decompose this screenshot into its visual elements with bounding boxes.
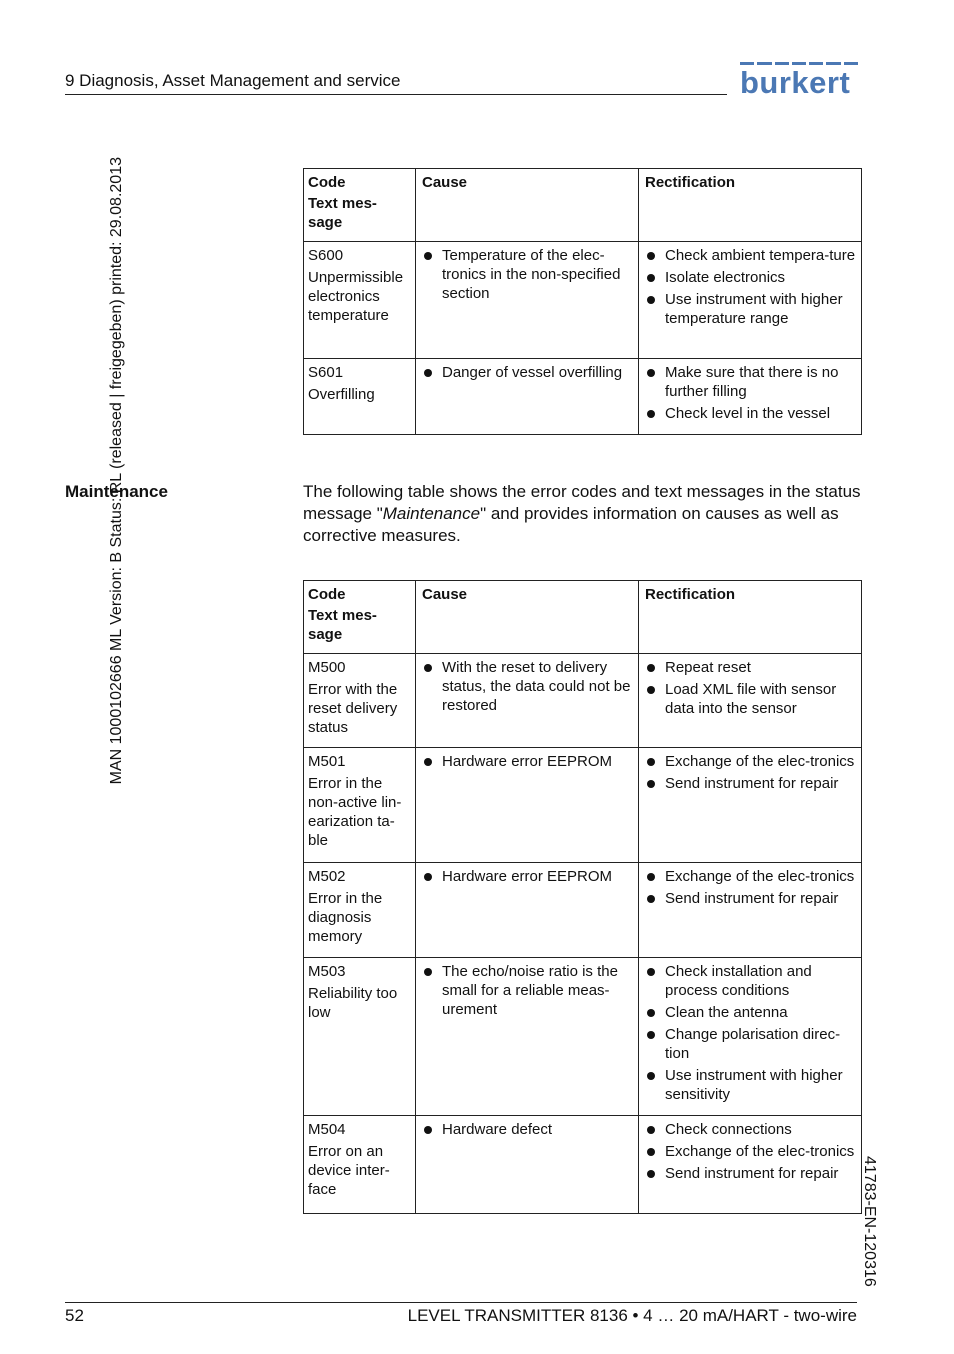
rectification-item: Exchange of the elec-tronics: [645, 867, 857, 886]
rectification-item: Exchange of the elec-tronics: [645, 1142, 857, 1161]
footer-divider: [65, 1302, 857, 1303]
cause-item: Danger of vessel overfilling: [422, 363, 634, 382]
cause-item: With the reset to delivery status, the data could not be restored: [422, 658, 634, 715]
rectification-item: Load XML file with sensor data into the sensor: [645, 680, 857, 718]
rectification-item: Isolate electronics: [645, 268, 857, 287]
rectification-cell: [639, 748, 862, 863]
burkert-logo: [740, 62, 858, 98]
rectification-item: Make sure that there is no further filling: [645, 363, 857, 401]
header-rectification: [639, 169, 862, 242]
cause-list: [422, 752, 634, 771]
code-cell: [304, 359, 416, 435]
cause-cell: [416, 359, 639, 435]
code-cell: [304, 654, 416, 748]
cause-cell: [416, 1116, 639, 1214]
cause-list: [422, 363, 634, 382]
error-code: M501: [308, 753, 346, 770]
rectification-list: [645, 363, 857, 423]
rectification-item: Send instrument for repair: [645, 889, 857, 908]
rectification-item: Use instrument with higher temperature range: [645, 290, 857, 328]
header-cause-label: Cause: [422, 174, 468, 191]
error-message: Error in the diagnosis memory: [308, 890, 383, 945]
cause-list: [422, 962, 634, 1019]
rectification-list: [645, 1120, 857, 1183]
cause-cell: [416, 242, 639, 359]
error-code: S601: [308, 364, 344, 381]
maintenance-heading: Maintenance: [65, 482, 168, 501]
code-cell: [304, 958, 416, 1116]
table-row: [304, 242, 862, 359]
header-text-message: Text mes- sage: [308, 607, 377, 643]
error-message: Error in the non-active lin-earization ta-ble: [308, 775, 402, 849]
header-rectification-label: Rectification: [645, 174, 736, 191]
error-code: M504: [308, 1121, 346, 1138]
code-cell: [304, 1116, 416, 1214]
rectification-item: Check level in the vessel: [645, 404, 857, 423]
cause-list: [422, 867, 634, 886]
rectification-list: [645, 962, 857, 1104]
rectification-item: Send instrument for repair: [645, 774, 857, 793]
cause-item: Hardware error EEPROM: [422, 867, 634, 886]
cause-cell: [416, 654, 639, 748]
code-cell: [304, 748, 416, 863]
table-row: [304, 654, 862, 748]
document-number: 41783-EN-120316: [861, 1156, 878, 1287]
rectification-list: [645, 658, 857, 718]
logo-wordmark: burkert: [740, 65, 851, 100]
rectification-cell: [639, 958, 862, 1116]
header-text-message: Text mes- sage: [308, 195, 377, 231]
rectification-item: Send instrument for repair: [645, 1164, 857, 1183]
rectification-item: Clean the antenna: [645, 1003, 857, 1022]
rectification-list: [645, 246, 857, 328]
intro-text-italic: Maintenance: [382, 504, 481, 523]
rectification-cell: [639, 359, 862, 435]
header-code-cell: [304, 169, 416, 242]
rectification-item: Use instrument with higher sensitivity: [645, 1066, 857, 1104]
cause-list: [422, 246, 634, 303]
rectification-item: Exchange of the elec-tronics: [645, 752, 857, 771]
rectification-item: Check ambient tempera-ture: [645, 246, 857, 265]
cause-item: Hardware defect: [422, 1120, 634, 1139]
table-row: [304, 359, 862, 435]
rectification-cell: [639, 242, 862, 359]
header-cause: [416, 581, 639, 654]
table-row: [304, 958, 862, 1116]
table-row: [304, 1116, 862, 1214]
header-rectification: [639, 581, 862, 654]
rectification-list: [645, 867, 857, 908]
rectification-list: [645, 752, 857, 793]
rectification-item: Change polarisation direc-tion: [645, 1025, 857, 1063]
cause-list: [422, 658, 634, 715]
rectification-cell: [639, 654, 862, 748]
maintenance-intro-paragraph: [303, 481, 863, 547]
document-status-sidebar: MAN 1000102666 ML Version: B Status: RL (released | freigegeben) printed: 29.08.2013: [108, 157, 125, 785]
error-code: M502: [308, 868, 346, 885]
header-rectification-label: Rectification: [645, 586, 736, 603]
header-cause: [416, 169, 639, 242]
rectification-cell: [639, 1116, 862, 1214]
error-message: Overfilling: [308, 386, 375, 403]
error-code: M503: [308, 963, 346, 980]
header-code: Code: [308, 174, 346, 191]
cause-item: Hardware error EEPROM: [422, 752, 634, 771]
error-message: Unpermissible electronics temperature: [308, 269, 404, 324]
cause-cell: [416, 958, 639, 1116]
cause-item: The echo/noise ratio is the small for a reliable meas-urement: [422, 962, 634, 1019]
maintenance-error-table: [303, 580, 862, 1214]
table-row: [304, 748, 862, 863]
error-message: Error with the reset delivery status: [308, 681, 398, 736]
intro-text-end: " and provides information on causes as well as corrective measures.: [303, 504, 839, 545]
table-header-row: [304, 169, 862, 242]
error-message: Reliability too low: [308, 985, 398, 1021]
header-code-cell: [304, 581, 416, 654]
rectification-cell: [639, 863, 862, 958]
status-error-table: [303, 168, 862, 435]
code-cell: [304, 242, 416, 359]
rectification-item: Check connections: [645, 1120, 857, 1139]
header-code: Code: [308, 586, 346, 603]
rectification-item: Repeat reset: [645, 658, 857, 677]
footer-product-title: LEVEL TRANSMITTER 8136 • 4 … 20 mA/HART - two-wire: [407, 1306, 857, 1325]
error-code: M500: [308, 659, 346, 676]
page-number: 52: [65, 1306, 84, 1325]
rectification-item: Check installation and process conditions: [645, 962, 857, 1000]
cause-cell: [416, 863, 639, 958]
error-message: Error on an device inter-face: [308, 1143, 390, 1198]
cause-cell: [416, 748, 639, 863]
header-divider: [65, 94, 727, 95]
cause-item: Temperature of the elec-tronics in the non-specified section: [422, 246, 634, 303]
code-cell: [304, 863, 416, 958]
table-row: [304, 863, 862, 958]
error-code: S600: [308, 247, 344, 264]
intro-text-start: The following table shows the error codes and text messages in the status message ": [303, 482, 861, 523]
header-cause-label: Cause: [422, 586, 468, 603]
table-header-row: [304, 581, 862, 654]
cause-list: [422, 1120, 634, 1139]
section-header: 9 Diagnosis, Asset Management and service: [65, 71, 401, 90]
